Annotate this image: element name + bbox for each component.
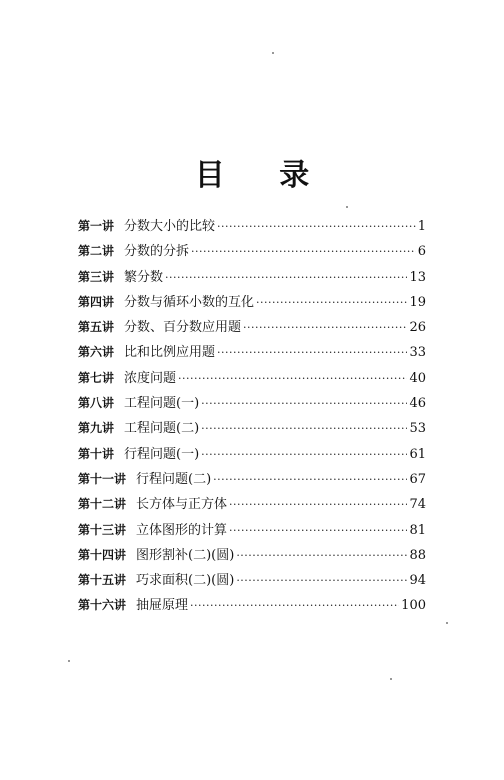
scan-speck bbox=[68, 660, 70, 662]
toc-page-number: 33 bbox=[409, 345, 426, 361]
toc-leader-dots bbox=[201, 422, 407, 435]
toc-topic: 长方体与正方体 bbox=[136, 497, 228, 513]
toc-topic: 分数的分拆 bbox=[124, 244, 190, 260]
toc-page-number: 19 bbox=[409, 294, 426, 310]
toc-entry[interactable] bbox=[78, 341, 426, 366]
toc-entry[interactable] bbox=[78, 569, 426, 594]
toc-page-number: 40 bbox=[409, 370, 426, 386]
toc-lecture-number: 第一讲 bbox=[78, 219, 115, 233]
toc-topic: 图形割补(二)(圆) bbox=[136, 547, 235, 563]
toc-page-number: 61 bbox=[409, 446, 426, 462]
toc-leader-dots bbox=[217, 220, 416, 233]
scan-speck bbox=[272, 52, 274, 54]
toc-lecture-number: 第四讲 bbox=[78, 294, 115, 309]
toc-entry[interactable] bbox=[78, 468, 426, 493]
scan-speck bbox=[346, 206, 348, 208]
toc-leader-dots bbox=[201, 397, 407, 410]
toc-leader-dots bbox=[243, 321, 407, 334]
toc-page-number: 94 bbox=[409, 573, 426, 589]
toc-topic: 分数、百分数应用题 bbox=[124, 320, 242, 336]
toc-entry[interactable] bbox=[78, 493, 426, 518]
toc-page-number: 74 bbox=[409, 497, 426, 513]
toc-leader-dots bbox=[213, 473, 407, 486]
toc-entry[interactable] bbox=[78, 443, 426, 468]
toc-topic: 行程问题(二) bbox=[136, 471, 212, 487]
toc-entry[interactable] bbox=[78, 291, 426, 316]
toc-lecture-number: 第十五讲 bbox=[78, 573, 127, 588]
toc-page-number: 46 bbox=[409, 396, 426, 412]
toc-topic: 工程问题(一) bbox=[124, 396, 200, 412]
toc-lecture-number: 第九讲 bbox=[78, 421, 115, 436]
toc-leader-dots bbox=[165, 271, 407, 284]
toc-lecture-number: 第十一讲 bbox=[78, 471, 127, 486]
toc-page-number: 100 bbox=[401, 598, 426, 614]
toc-topic: 分数大小的比较 bbox=[124, 219, 216, 234]
toc-topic: 抽屉原理 bbox=[136, 598, 189, 614]
toc-entry[interactable] bbox=[78, 240, 426, 265]
toc-leader-dots bbox=[229, 498, 407, 511]
toc-page-number: 26 bbox=[409, 320, 426, 336]
toc-entry[interactable] bbox=[78, 544, 426, 569]
toc-leader-dots bbox=[191, 245, 416, 258]
toc-topic: 比和比例应用题 bbox=[124, 345, 216, 361]
toc-entry[interactable] bbox=[78, 594, 426, 619]
toc-lecture-number: 第十二讲 bbox=[78, 497, 127, 512]
toc-page-number: 53 bbox=[409, 421, 426, 437]
toc-entry[interactable] bbox=[78, 367, 426, 392]
toc-leader-dots bbox=[178, 372, 407, 385]
scan-speck bbox=[390, 678, 392, 680]
toc-lecture-number: 第五讲 bbox=[78, 320, 115, 335]
toc-page-number: 81 bbox=[409, 522, 426, 538]
toc-lecture-number: 第八讲 bbox=[78, 396, 115, 411]
toc-lecture-number: 第十四讲 bbox=[78, 547, 127, 562]
toc-entry[interactable] bbox=[78, 215, 426, 240]
table-of-contents bbox=[78, 215, 426, 620]
toc-entry[interactable] bbox=[78, 266, 426, 291]
toc-lecture-number: 第七讲 bbox=[78, 370, 115, 385]
toc-leader-dots bbox=[229, 524, 407, 537]
toc-lecture-number: 第十讲 bbox=[78, 446, 115, 461]
toc-entry[interactable] bbox=[78, 316, 426, 341]
toc-lecture-number: 第二讲 bbox=[78, 244, 115, 259]
toc-leader-dots bbox=[256, 296, 407, 309]
toc-leader-dots bbox=[190, 599, 399, 612]
toc-entry[interactable] bbox=[78, 519, 426, 544]
toc-topic: 分数与循环小数的互化 bbox=[124, 294, 255, 310]
toc-lecture-number: 第十六讲 bbox=[78, 598, 127, 613]
toc-leader-dots bbox=[236, 549, 407, 562]
toc-entry[interactable] bbox=[78, 392, 426, 417]
toc-leader-dots bbox=[217, 346, 407, 359]
toc-lecture-number: 第十三讲 bbox=[78, 522, 127, 537]
toc-entry[interactable] bbox=[78, 417, 426, 442]
toc-page-number: 1 bbox=[417, 219, 426, 234]
scan-speck bbox=[446, 622, 448, 624]
toc-page-number: 6 bbox=[417, 244, 426, 260]
toc-leader-dots bbox=[236, 574, 407, 587]
toc-lecture-number: 第六讲 bbox=[78, 345, 115, 360]
toc-topic: 浓度问题 bbox=[124, 370, 177, 386]
toc-page-number: 13 bbox=[409, 269, 426, 285]
toc-topic: 立体图形的计算 bbox=[136, 522, 228, 538]
toc-topic: 工程问题(二) bbox=[124, 421, 200, 437]
toc-page-number: 67 bbox=[409, 471, 426, 487]
toc-topic: 行程问题(一) bbox=[124, 446, 200, 462]
toc-topic: 巧求面积(二)(圆) bbox=[136, 573, 235, 589]
toc-leader-dots bbox=[201, 448, 407, 461]
toc-topic: 繁分数 bbox=[124, 269, 164, 285]
toc-lecture-number: 第三讲 bbox=[78, 269, 115, 284]
page-title: 目 录 bbox=[194, 158, 332, 193]
toc-page-number: 88 bbox=[409, 547, 426, 563]
